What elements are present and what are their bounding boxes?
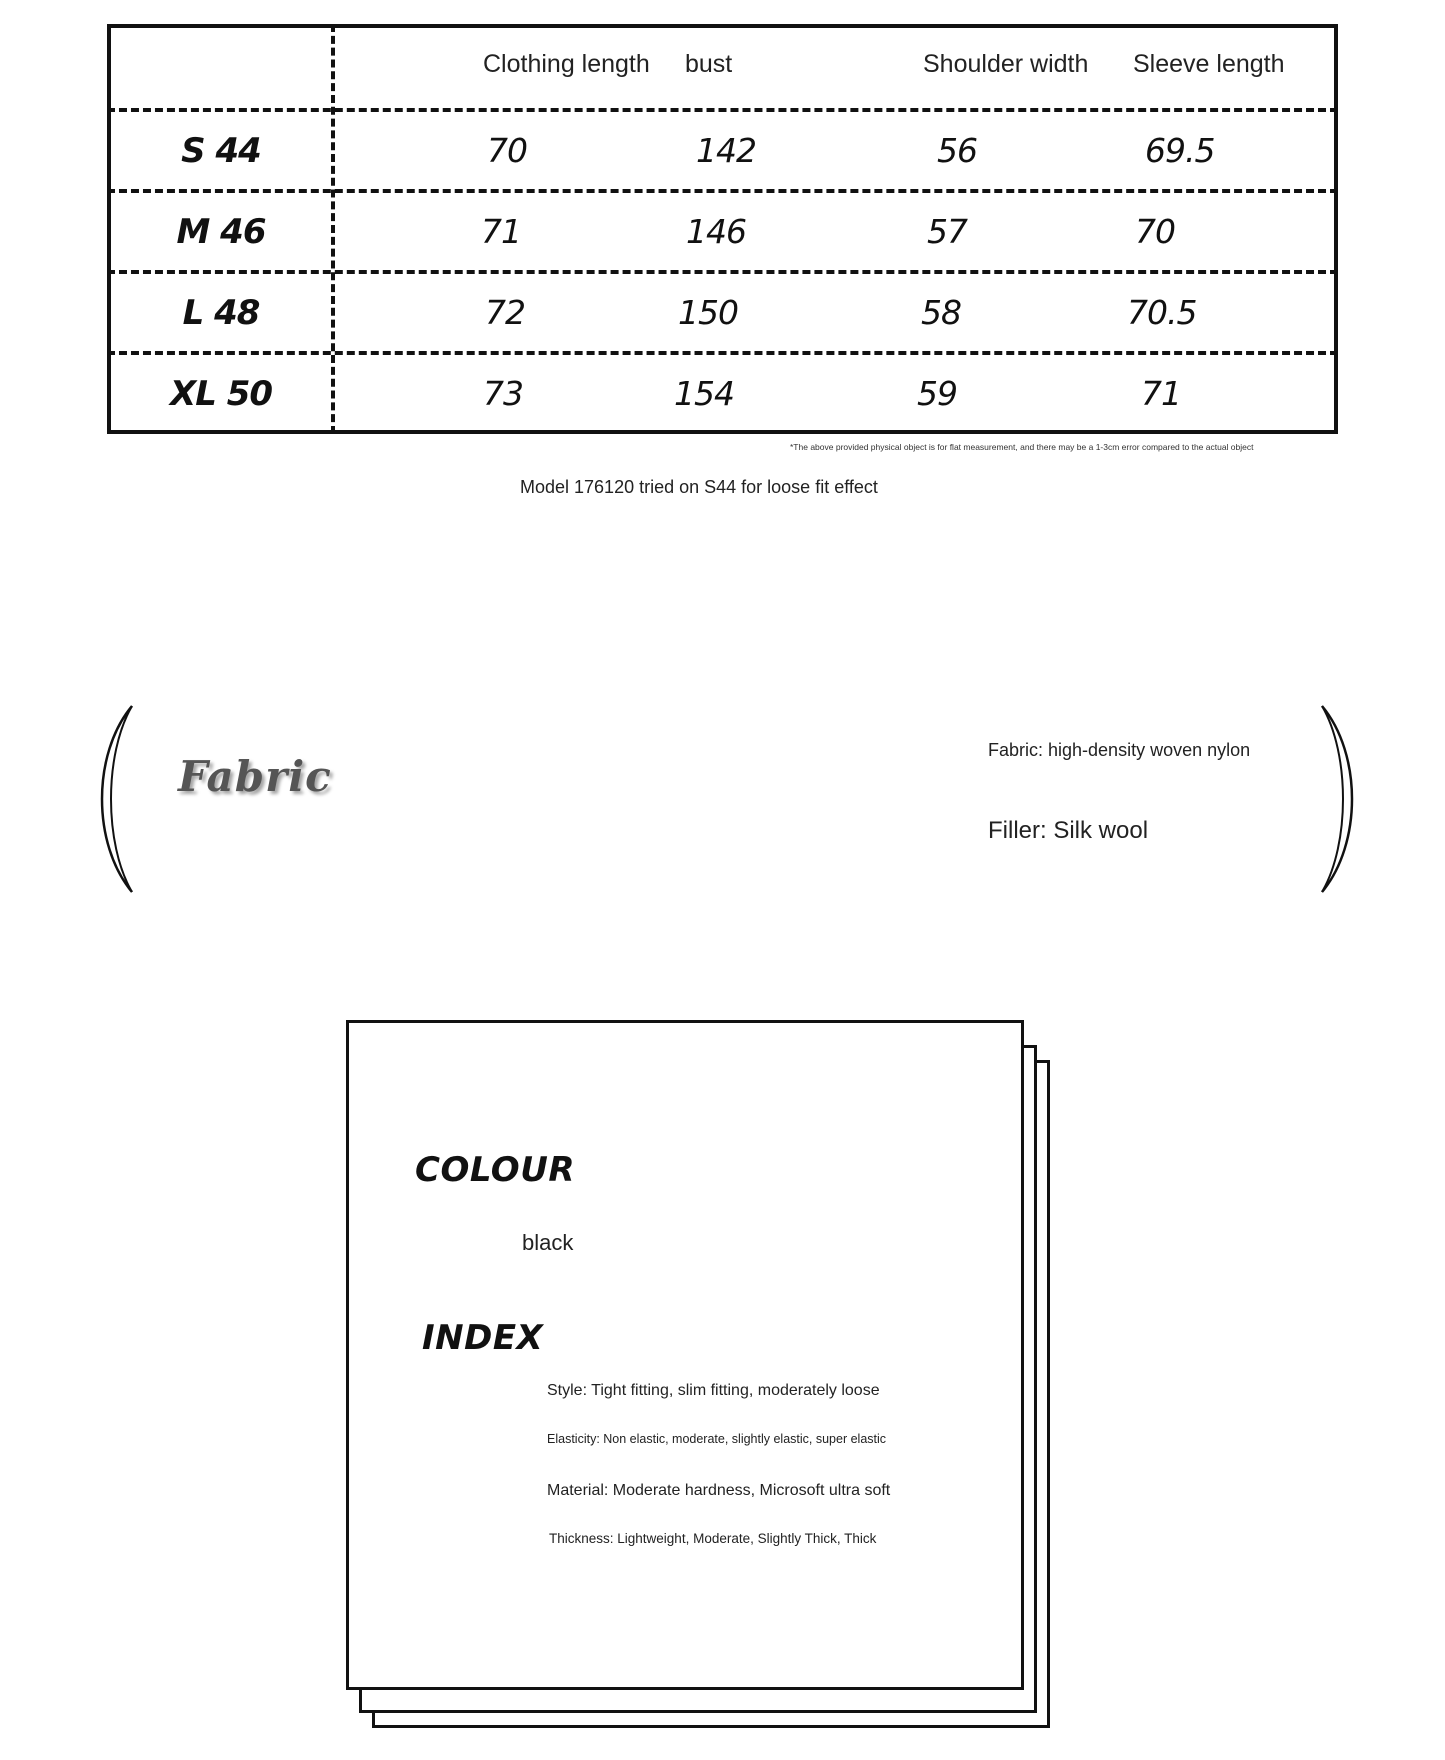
spec-elasticity: Elasticity: Non elastic, moderate, slightly elastic, super elastic [547, 1432, 887, 1446]
index-heading: INDEX [422, 1318, 544, 1358]
cell-clothing-length: 73 [483, 374, 523, 413]
fabric-title: Fabric [178, 752, 332, 801]
cell-shoulder-width: 57 [927, 212, 967, 251]
cell-shoulder-width: 56 [937, 131, 977, 170]
size-label: M 46 [176, 212, 266, 252]
cell-sleeve-length: 71 [1141, 374, 1181, 413]
fabric-composition: Fabric: high-density woven nylon [988, 740, 1251, 760]
row-divider [107, 189, 1338, 193]
filler-composition: Filler: Silk wool [988, 817, 1149, 844]
cell-sleeve-length: 70.5 [1127, 293, 1197, 332]
cell-shoulder-width: 58 [921, 293, 961, 332]
size-label: XL 50 [169, 374, 273, 414]
colour-value: black [522, 1230, 574, 1255]
header-bust: bust [685, 50, 733, 78]
size-label: L 48 [182, 293, 260, 333]
header-shoulder-width: Shoulder width [923, 50, 1089, 78]
spec-thickness: Thickness: Lightweight, Moderate, Slightly Thick, Thick [549, 1531, 877, 1546]
row-divider [107, 108, 1338, 112]
size-column-divider [331, 24, 335, 434]
model-fit-note: Model 176120 tried on S44 for loose fit effect [520, 477, 878, 497]
row-divider [107, 351, 1338, 355]
cell-clothing-length: 72 [485, 293, 525, 332]
cell-bust: 146 [686, 212, 746, 251]
right-bracket-icon [1318, 704, 1378, 894]
size-table [107, 24, 1338, 434]
size-label: S 44 [181, 131, 261, 171]
spec-material: Material: Moderate hardness, Microsoft ultra soft [547, 1482, 891, 1499]
cell-bust: 150 [678, 293, 738, 332]
measurement-note: *The above provided physical object is for flat measurement, and there may be a 1-3cm error compared to the actual object [790, 442, 1254, 452]
spec-style: Style: Tight fitting, slim fitting, moderately loose [547, 1382, 880, 1399]
row-divider [107, 270, 1338, 274]
cell-sleeve-length: 69.5 [1145, 131, 1215, 170]
colour-heading: COLOUR [415, 1150, 576, 1190]
header-clothing-length: Clothing length [483, 50, 650, 78]
cell-sleeve-length: 70 [1135, 212, 1175, 251]
left-bracket-icon [98, 704, 158, 894]
cell-clothing-length: 70 [487, 131, 527, 170]
header-sleeve-length: Sleeve length [1133, 50, 1285, 78]
cell-bust: 142 [696, 131, 756, 170]
cell-clothing-length: 71 [481, 212, 521, 251]
cell-shoulder-width: 59 [917, 374, 957, 413]
cell-bust: 154 [674, 374, 734, 413]
